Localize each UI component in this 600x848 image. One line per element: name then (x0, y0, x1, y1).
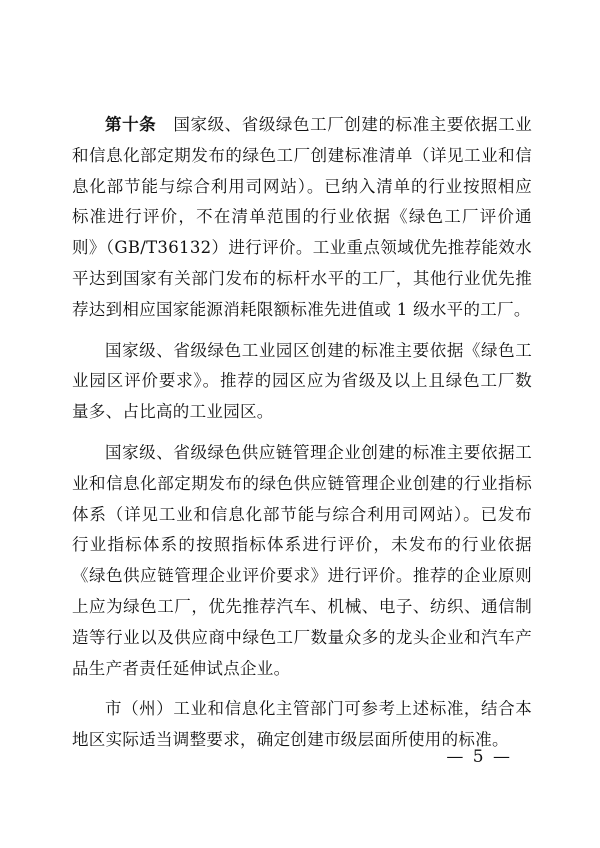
article-paragraph-1 (72, 110, 532, 326)
page-number: — 5 — (446, 747, 512, 767)
article-paragraph-2: 国家级、省级绿色工业园区创建的标准主要依据《绿色工业园区评价要求》。推荐的园区应为省级及以上且绿色工厂数量多、占比高的工业园区。 (72, 340, 532, 422)
article-paragraph-4: 市（州）工业和信息化主管部门可参考上述标准，结合本地区实际适当调整要求，确定创建市级层面所使用的标准。 (72, 699, 532, 750)
article-body (72, 110, 532, 766)
article-label: 第十条 (105, 115, 157, 134)
paragraph-text: 国家级、省级绿色工厂创建的标准主要依据工业和信息化部定期发布的绿色工厂创建标准清单（详见工业和信息化部节能与综合利用司网站）。已纳入清单的行业按照相应标准进行评价，不在清单范围的行业依据《绿色工厂评价通则》（GB/T36132）进行评价。工业重点领域优先推荐能效水平达到国家有关部门发布的标杆水平的工厂，其他行业优先推荐达到相应国家能源消耗限额标准先进值或 1 级水平的工厂。 (72, 115, 532, 319)
article-paragraph-3: 国家级、省级绿色供应链管理企业创建的标准主要依据工业和信息化部定期发布的绿色供应链管理企业创建的行业指标体系（详见工业和信息化部节能与综合利用司网站）。已发布行业指标体系的按照指标体系进行评价，未发布的行业依据《绿色供应链管理企业评价要求》进行评价。推荐的企业原则上应为绿色工厂，优先推荐汽车、机械、电子、纺织、通信制造等行业以及供应商中绿色工厂数量众多的龙头企业和汽车产品生产者责任延伸试点企业。 (72, 442, 532, 678)
